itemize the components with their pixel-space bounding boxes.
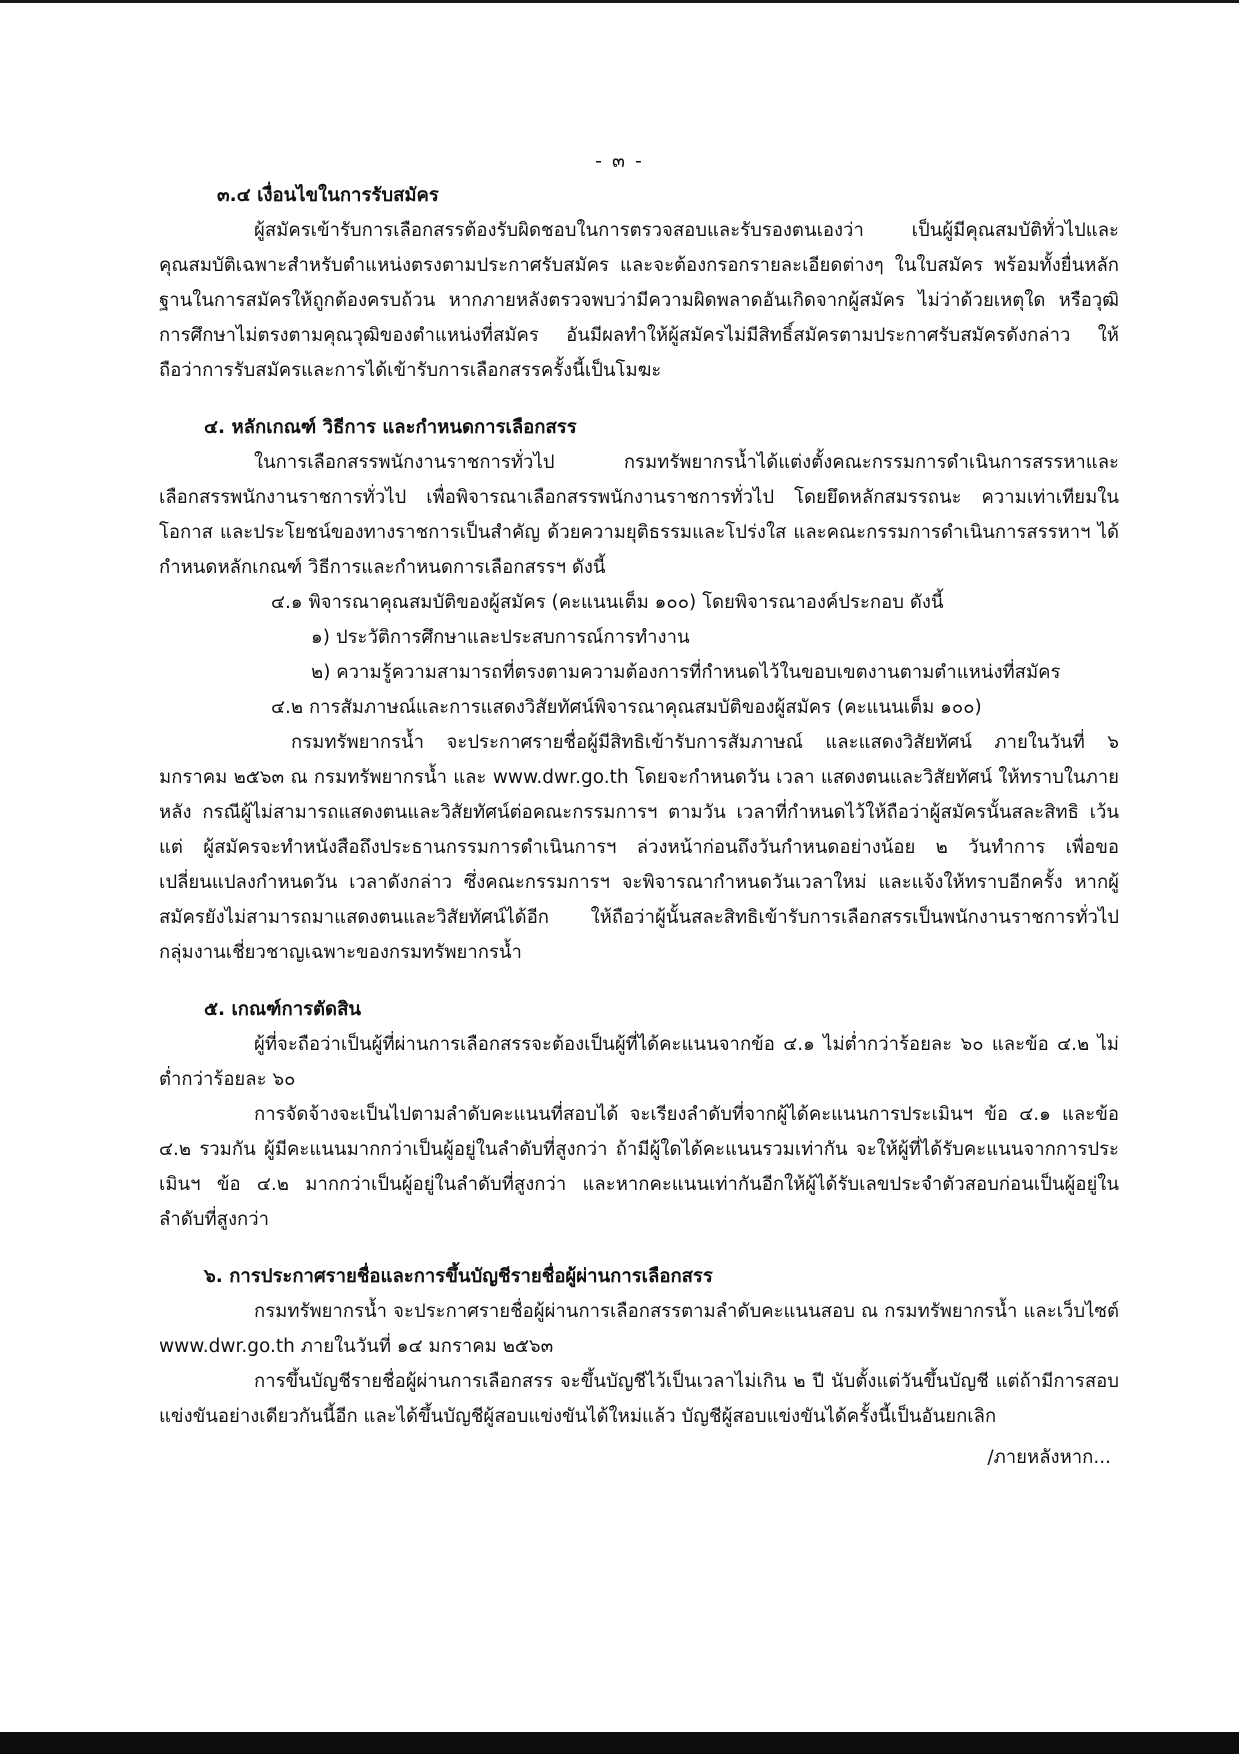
list-item: ๔.๑ พิจารณาคุณสมบัติของผู้สมัคร (คะแนนเต็ม ๑๐๐) โดยพิจารณาองค์ประกอบ ดังนี้	[271, 592, 944, 613]
section-5	[159, 992, 1119, 1237]
list-item: ๔.๒ การสัมภาษณ์และการแสดงวิสัยทัศน์พิจารณาคุณสมบัติของผู้สมัคร (คะแนนเต็ม ๑๐๐)	[271, 697, 982, 718]
list-item: ๒) ความรู้ความสามารถที่ตรงตามความต้องการที่กำหนดไว้ในขอบเขตงานตามตำแหน่งที่สมัคร	[311, 662, 1061, 683]
scan-top-edge	[0, 0, 1239, 3]
continuation-note: /ภายหลังหาก...	[987, 1447, 1111, 1468]
section-heading: ๓.๔ เงื่อนไขในการรับสมัคร	[217, 185, 439, 206]
paragraph: กรมทรัพยากรน้ำ จะประกาศรายชื่อผู้ผ่านการเลือกสรรตามลำดับคะแนนสอบ ณ กรมทรัพยากรน้ำ และเว็บไซต์ www.dwr.go.th ภายในวันที่ ๑๔ มกราคม ๒๕๖๓	[159, 1301, 1119, 1357]
section-heading: ๖. การประกาศรายชื่อและการขึ้นบัญชีรายชื่อผู้ผ่านการเลือกสรร	[204, 1266, 713, 1287]
paragraph: การขึ้นบัญชีรายชื่อผู้ผ่านการเลือกสรร จะขึ้นบัญชีไว้เป็นเวลาไม่เกิน ๒ ปี นับตั้งแต่วันขึ้นบัญชี แต่ถ้ามีการสอบแข่งขันอย่างเดียวกันนี้อีก และได้ขึ้นบัญชีผู้สอบแข่งขันได้ใหม่แล้ว บัญชีผู้สอบแข่งขันได้ครั้งนี้เป็นอันยกเลิก	[159, 1371, 1119, 1427]
list-item: ๑) ประวัติการศึกษาและประสบการณ์การทำงาน	[311, 627, 690, 648]
paragraph: ผู้สมัครเข้ารับการเลือกสรรต้องรับผิดชอบในการตรวจสอบและรับรองตนเองว่า เป็นผู้มีคุณสมบัติทั่วไปและคุณสมบัติเฉพาะสำหรับตำแหน่งตรงตามประกาศรับสมัคร และจะต้องกรอกรายละเอียดต่างๆ ในใบสมัคร พร้อมทั้งยื่นหลักฐานในการสมัครให้ถูกต้องครบถ้วน หากภายหลังตรวจพบว่ามีความผิดพลาดอันเกิดจากผู้สมัคร ไม่ว่าด้วยเหตุใด หรือวุฒิการศึกษาไม่ตรงตามคุณวุฒิของตำแหน่งที่สมัคร อันมีผลทำให้ผู้สมัครไม่มีสิทธิ์สมัครตามประกาศรับสมัครดังกล่าว ให้ถือว่าการรับสมัครและการได้เข้ารับการเลือกสรรครั้งนี้เป็นโมฆะ	[159, 220, 1119, 381]
section-6	[159, 1259, 1119, 1434]
document-body	[159, 178, 1119, 1475]
paragraph: ในการเลือกสรรพนักงานราชการทั่วไป กรมทรัพยากรน้ำได้แต่งตั้งคณะกรรมการดำเนินการสรรหาและเลือกสรรพนักงานราชการทั่วไป เพื่อพิจารณาเลือกสรรพนักงานราชการทั่วไป โดยยึดหลักสมรรถนะ ความเท่าเทียมในโอกาส และประโยชน์ของทางราชการเป็นสำคัญ ด้วยความยุติธรรมและโปร่งใส และคณะกรรมการดำเนินการสรรหาฯ ได้กำหนดหลักเกณฑ์ วิธีการและกำหนดการเลือกสรรฯ ดังนี้	[159, 452, 1119, 578]
scan-bottom-edge	[0, 1732, 1239, 1754]
section-heading: ๔. หลักเกณฑ์ วิธีการ และกำหนดการเลือกสรร	[204, 417, 577, 438]
section-3-4	[159, 178, 1119, 388]
paragraph: กรมทรัพยากรน้ำ จะประกาศรายชื่อผู้มีสิทธิเข้ารับการสัมภาษณ์ และแสดงวิสัยทัศน์ ภายในวันที่ ๖ มกราคม ๒๕๖๓ ณ กรมทรัพยากรน้ำ และ www.dwr.go.th โดยจะกำหนดวัน เวลา แสดงตนและวิสัยทัศน์ ให้ทราบในภายหลัง กรณีผู้ไม่สามารถแสดงตนและวิสัยทัศน์ต่อคณะกรรมการฯ ตามวัน เวลาที่กำหนดไว้ให้ถือว่าผู้สมัครนั้นสละสิทธิ เว้นแต่ ผู้สมัครจะทำหนังสือถึงประธานกรรมการดำเนินการฯ ล่วงหน้าก่อนถึงวันกำหนดอย่างน้อย ๒ วันทำการ เพื่อขอเปลี่ยนแปลงกำหนดวัน เวลาดังกล่าว ซึ่งคณะกรรมการฯ จะพิจารณากำหนดวันเวลาใหม่ และแจ้งให้ทราบอีกครั้ง หากผู้สมัครยังไม่สามารถมาแสดงตนและวิสัยทัศน์ได้อีก ให้ถือว่าผู้นั้นสละสิทธิเข้ารับการเลือกสรรเป็นพนักงานราชการทั่วไป กลุ่มงานเชี่ยวชาญเฉพาะของกรมทรัพยากรน้ำ	[159, 732, 1119, 963]
paragraph: ผู้ที่จะถือว่าเป็นผู้ที่ผ่านการเลือกสรรจะต้องเป็นผู้ที่ได้คะแนนจากข้อ ๔.๑ ไม่ต่ำกว่าร้อยละ ๖๐ และข้อ ๔.๒ ไม่ต่ำกว่าร้อยละ ๖๐	[159, 1034, 1119, 1090]
section-heading: ๕. เกณฑ์การตัดสิน	[204, 999, 362, 1020]
section-4	[159, 410, 1119, 970]
paragraph: การจัดจ้างจะเป็นไปตามลำดับคะแนนที่สอบได้ จะเรียงลำดับที่จากผู้ได้คะแนนการประเมินฯ ข้อ ๔.๑ และข้อ ๔.๒ รวมกัน ผู้มีคะแนนมากกว่าเป็นผู้อยู่ในลำดับที่สูงกว่า ถ้ามีผู้ใดได้คะแนนรวมเท่ากัน จะให้ผู้ที่ได้รับคะแนนจากการประเมินฯ ข้อ ๔.๒ มากกว่าเป็นผู้อยู่ในลำดับที่สูงกว่า และหากคะแนนเท่ากันอีกให้ผู้ได้รับเลขประจำตัวสอบก่อนเป็นผู้อยู่ในลำดับที่สูงกว่า	[159, 1104, 1119, 1230]
page-number: - ๓ -	[595, 150, 644, 172]
